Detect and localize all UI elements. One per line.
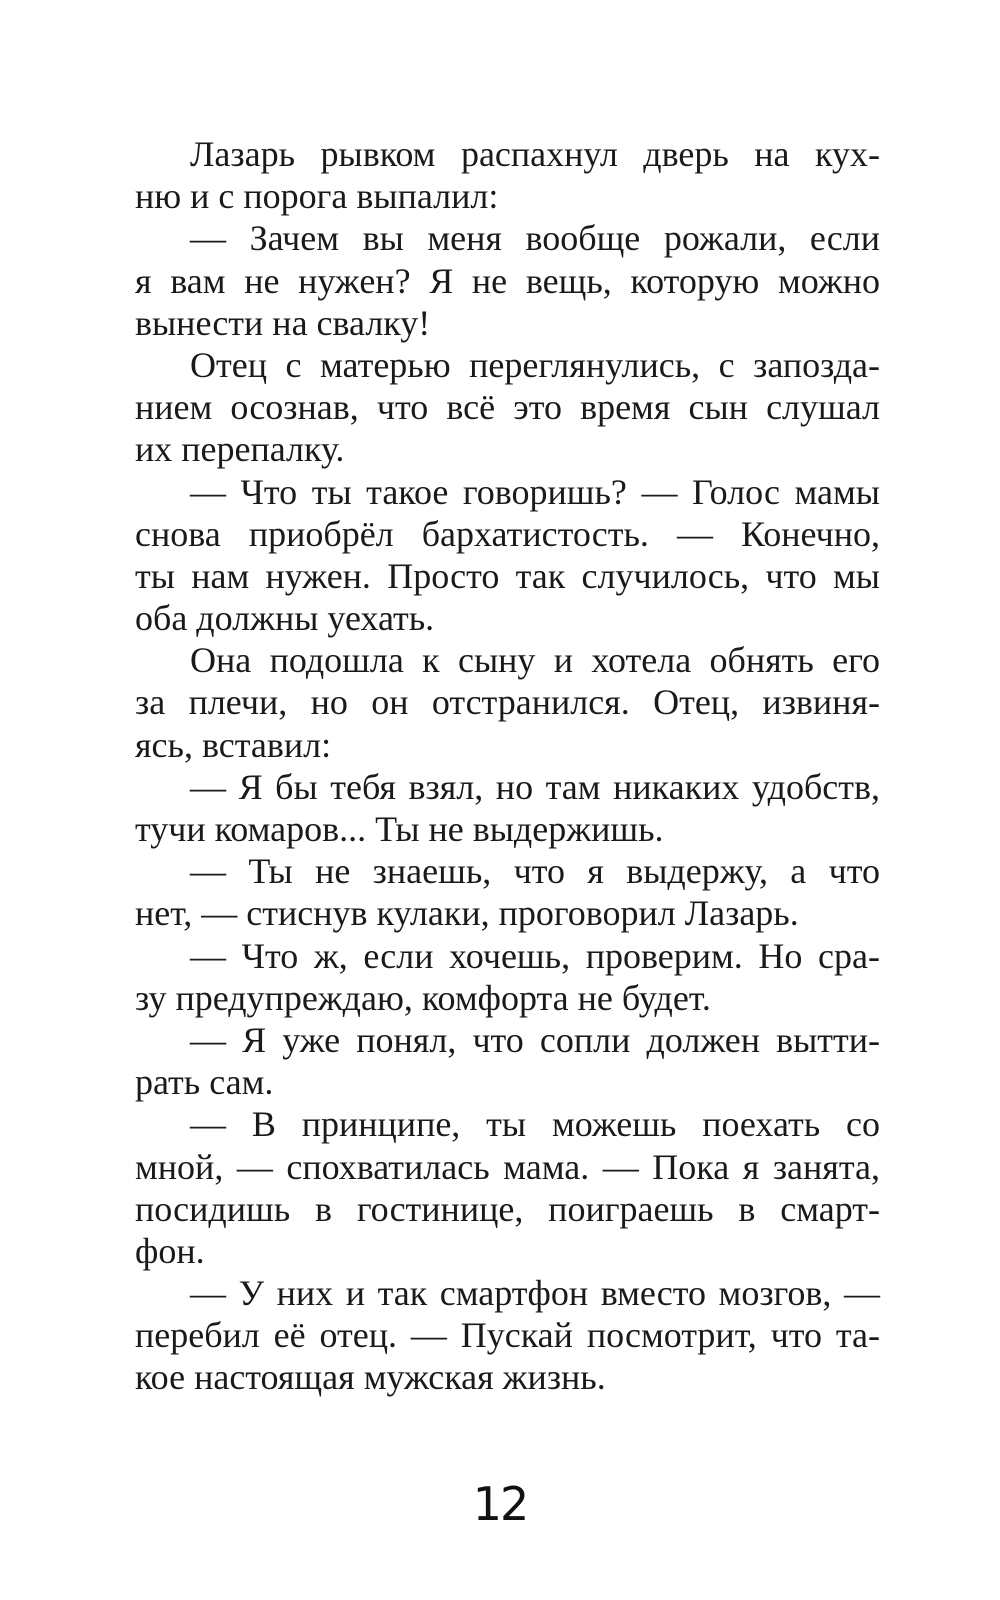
text-line: — Что ты такое говоришь? — Голос мамы (190, 471, 880, 512)
paragraph (135, 1103, 880, 1272)
text-line: Она подошла к сыну и хотела обнять его (190, 640, 880, 681)
text-line: фон. (135, 1230, 205, 1271)
paragraph (135, 639, 880, 766)
text-line: ню и с порога выпалил: (135, 176, 499, 217)
body-text (135, 133, 880, 1399)
paragraph (135, 935, 880, 1019)
text-line: я вам не нужен? Я не вещь, которую можно (135, 260, 880, 301)
text-line: мной, — спохватилась мама. — Пока я занята, (135, 1146, 880, 1187)
text-line: Лазарь рывком распахнул дверь на кух- (190, 134, 880, 174)
text-line: — В принципе, ты можешь поехать со (190, 1104, 880, 1145)
text-line: зу предупреждаю, комфорта не будет. (135, 977, 711, 1018)
text-line: вынести на свалку! (135, 302, 431, 343)
text-line: — Зачем вы меня вообще рожали, если (190, 218, 880, 259)
text-line: — Я уже понял, что сопли должен вытти- (190, 1019, 880, 1060)
text-line: Отец с матерью переглянулись, с запозда- (190, 344, 880, 385)
text-line: их перепалку. (135, 429, 345, 470)
text-line: за плечи, но он отстранился. Отец, извиня- (135, 682, 880, 723)
text-line: снова приобрёл бархатистость. — Конечно, (135, 513, 880, 554)
text-line: — Ты не знаешь, что я выдержу, а что (190, 851, 880, 892)
text-line: рать сам. (135, 1062, 274, 1103)
text-line: тучи комаров... Ты не выдержишь. (135, 809, 664, 849)
text-line: нием осознав, что всё это время сын слушал (135, 387, 880, 428)
text-line: — Я бы тебя взял, но там никаких удобств, (190, 766, 880, 807)
paragraph (135, 766, 880, 850)
text-line: ясь, вставил: (135, 724, 332, 765)
paragraph (135, 1019, 880, 1103)
page-number: 12 (472, 1477, 528, 1531)
text-line: — У них и так смартфон вместо мозгов, — (190, 1273, 880, 1314)
paragraph (135, 344, 880, 471)
paragraph (135, 133, 880, 217)
paragraph (135, 471, 880, 640)
text-line: посидишь в гостинице, поиграешь в смарт- (135, 1188, 880, 1229)
paragraph (135, 217, 880, 344)
text-line: кое настоящая мужская жизнь. (135, 1357, 606, 1398)
text-line: нет, — стиснув кулаки, проговорил Лазарь. (135, 893, 799, 934)
text-line: оба должны уехать. (135, 598, 435, 639)
text-line: перебил её отец. — Пускай посмотрит, что та- (135, 1315, 880, 1356)
paragraph (135, 1272, 880, 1399)
text-line: ты нам нужен. Просто так случилось, что мы (135, 555, 880, 596)
text-line: — Что ж, если хочешь, проверим. Но сра- (190, 935, 880, 976)
paragraph (135, 850, 880, 934)
